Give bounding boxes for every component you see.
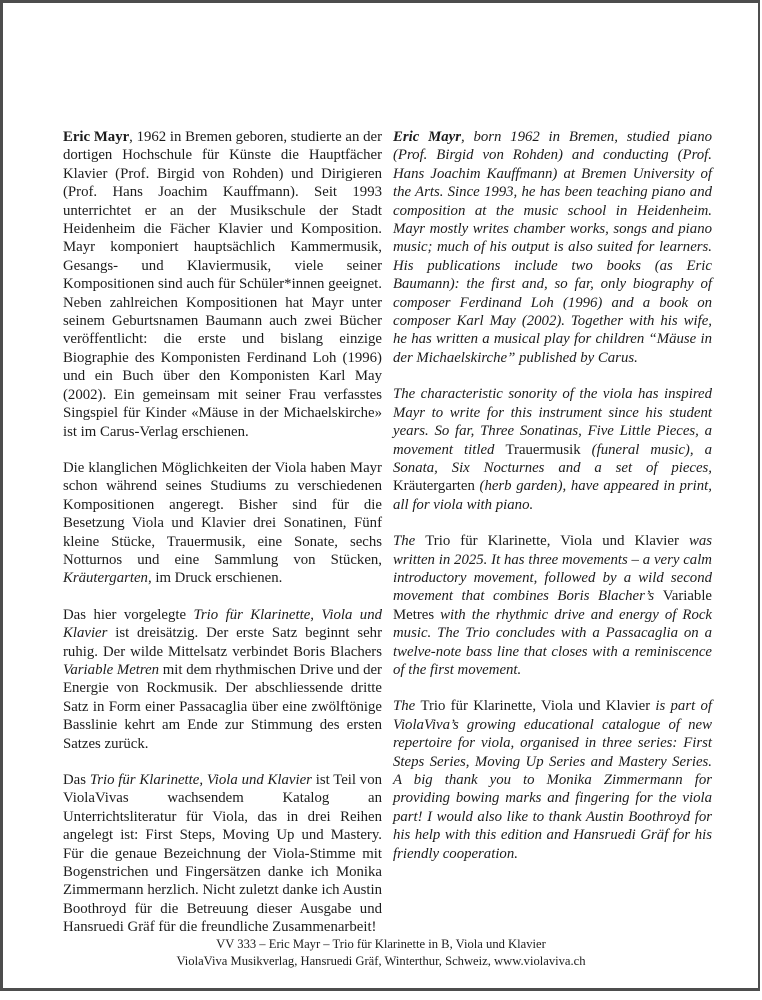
publisher-footer: [0, 936, 762, 970]
german-text-column: [63, 128, 382, 955]
paragraph-trio-description-de: Das hier vorgelegte Trio für Klarinette, Viola und Klavier ist dreisätzig. Der erste Satz beginnt sehr ruhig. Der wilde Mittelsatz verbindet Boris Blachers Variable Metren mit dem rhythmischen Drive und der Energie von Rockmusik. Der abschliessende dritte Satz in Form einer Passacaglia über eine zwölftönige Basslinie kehrt am Ende zur Stimmung des ersten Satzes zurück.: [63, 606, 382, 752]
paragraph-biography-en: Eric Mayr, born 1962 in Bremen, studied piano (Prof. Birgid von Rohden) and conducting (Prof. Hans Joachim Kauffmann) at Bremen University of the Arts. Since 1993, he has been teaching piano and composition at the music school in Heidenheim. Mayr mostly writes chamber works, songs and piano music; much of his output is also suited for learners. His publications include two books (as Eric Baumann): the first and, so far, only biography of composer Ferdinand Loh (1996) and a book on composer Karl May (2002). Together with his wife, he has written a musical play for children “Mäuse in der Michaelskirche” published by Carus.: [393, 129, 712, 366]
footer-publisher-line: ViolaViva Musikverlag, Hansruedi Gräf, Winterthur, Schweiz, www.violaviva.ch: [176, 954, 586, 968]
paragraph-biography-de: Eric Mayr, 1962 in Bremen geboren, studierte an der dortigen Hochschule für Künste die Hauptfächer Klavier (Prof. Birgid von Rohden) und Dirigieren (Prof. Hans Joachim Kauffmann). Seit 1993 unterrichtet er an der Musikschule der Stadt Heidenheim die Fächer Klavier und Komposition. Mayr komponiert hauptsächlich Kammermusik, Gesangs- und Klaviermusik, viele seiner Kompositionen sind auch für Schüler*innen geeignet. Neben zahlreichen Kompositionen hat Mayr unter seinem Geburtsnamen Baumann auch zwei Bücher veröffentlicht: die erste und bislang einzige Biographie des Komponisten Ferdinand Loh (1996) und ein Buch über den Komponisten Karl May (2002). Ein gemeinsam mit seiner Frau verfasstes Singspiel für Kinder «Mäuse in der Michaelskirche» ist im Carus-Verlag erschienen.: [63, 129, 382, 440]
english-text-column: [393, 128, 712, 881]
paragraph-viola-works-de: Die klanglichen Möglichkeiten der Viola haben Mayr schon während seines Studiums zu verschiedenen Kompositionen angeregt. Bisher sind für die Besetzung Viola und Klavier drei Sonatinen, Fünf kleine Stücke, Trauermusik, eine Sonate, sechs Notturnos und eine Sammlung von Stücken, Kräutergarten, im Druck erschienen.: [63, 459, 382, 587]
footer-catalogue-line: VV 333 – Eric Mayr – Trio für Klarinette in B, Viola und Klavier: [216, 937, 546, 951]
paragraph-trio-description-en: The Trio für Klarinette, Viola und Klavier was written in 2025. It has three movements – a very calm introductory movement, followed by a wild second movement that combines Boris Blacher’s Variable Metres with the rhythmic drive and energy of Rock music. The Trio concludes with a Passacaglia on a twelve-note bass line that closes with a reminiscence of the first movement.: [393, 533, 712, 678]
paragraph-acknowledgements-de: Das Trio für Klarinette, Viola und Klavier ist Teil von ViolaVivas wachsendem Katalog an Unterrichtsliteratur für Viola, das in drei Reihen angelegt ist: First Steps, Moving Up und Mastery. Für die genaue Bezeichnung der Viola-Stimme mit Bogenstrichen und Fingersätzen danke ich Monika Zimmermann herzlich. Nicht zuletzt danke ich Austin Boothroyd für die Betreuung dieser Ausgabe und Hansruedi Gräf für die freundliche Zusammenarbeit!: [63, 772, 382, 936]
paragraph-viola-works-en: The characteristic sonority of the viola has inspired Mayr to write for this instrument since his student years. So far, Three Sonatinas, Five Little Pieces, a movement titled Trauermusik (funeral music), a Sonata, Six Nocturnes and a set of pieces, Kräutergarten (herb garden), have appeared in print, all for viola with piano.: [393, 386, 712, 513]
paragraph-acknowledgements-en: The Trio für Klarinette, Viola und Klavier is part of ViolaViva’s growing educational catalogue of new repertoire for viola, organised in three series: First Steps Series, Moving Up Series and Mastery Series. A big thank you to Monika Zimmermann for providing bowing marks and fingering for the viola part! I would also like to thank Austin Boothroyd for his help with this edition and Hansruedi Gräf for his friendly cooperation.: [393, 698, 712, 862]
